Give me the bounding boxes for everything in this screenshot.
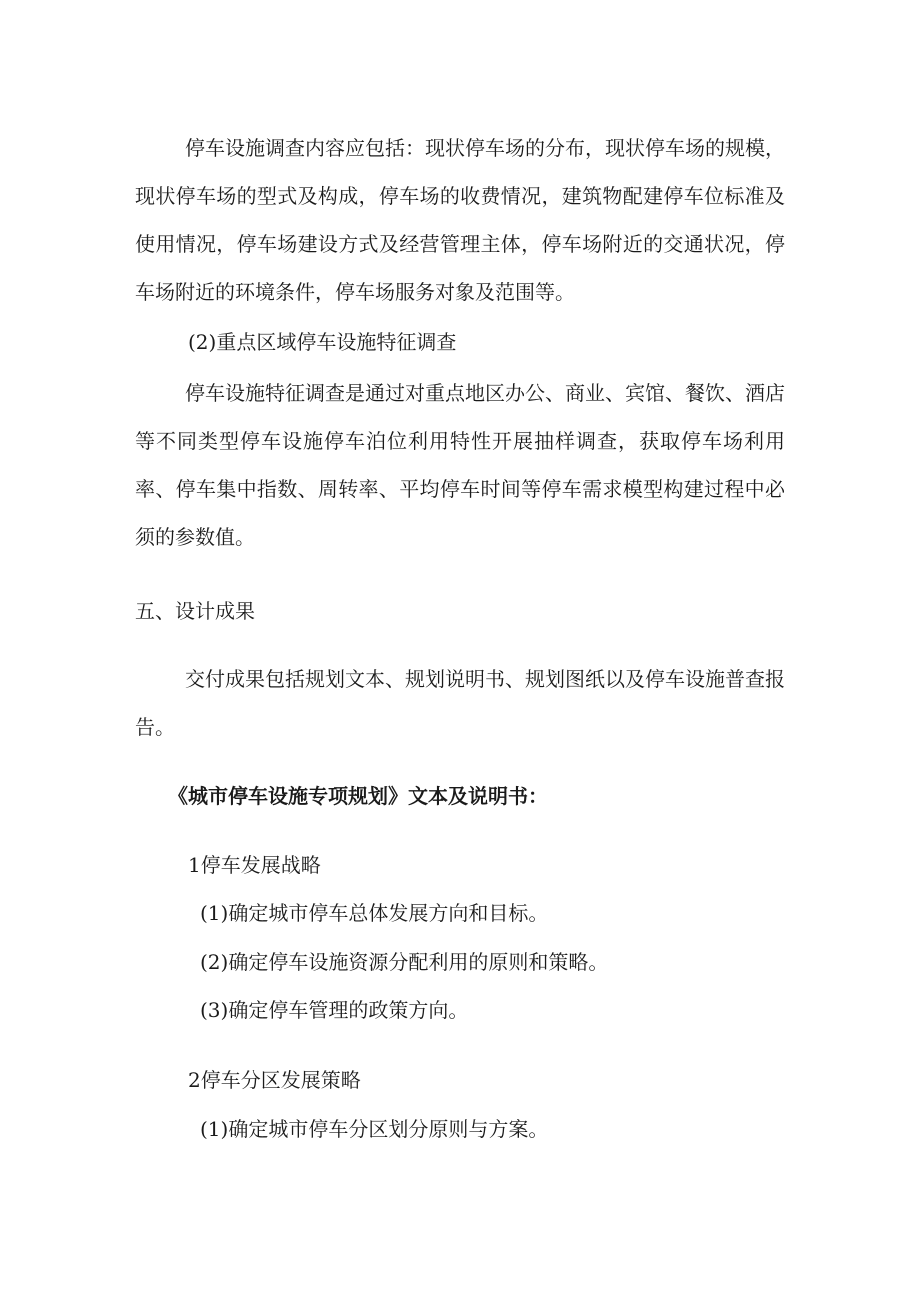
survey-content-paragraph: 停车设施调查内容应包括：现状停车场的分布，现状停车场的规模，现状停车场的型式及构成，停车场的收费情况，建筑物配建停车位标准及使用情况，停车场建设方式及经营管理主体，停车场附近的交通状况，停车场附近的环境条件，停车场服务对象及范围等。	[135, 136, 785, 304]
list-item: (1)确定城市停车分区划分原则与方案。	[200, 1117, 549, 1141]
list-item: (2)确定停车设施资源分配利用的原则和策略。	[200, 950, 609, 974]
subheading-key-area-survey: (2)重点区域停车设施特征调查	[188, 330, 457, 354]
deliverables-paragraph: 交付成果包括规划文本、规划说明书、规划图纸以及停车设施普查报告。	[135, 667, 785, 739]
list-item: (3)确定停车管理的政策方向。	[200, 998, 469, 1022]
section-heading-design-results: 五、设计成果	[135, 599, 255, 623]
list-heading-zoning: 2停车分区发展策略	[188, 1068, 361, 1092]
list-item: (1)确定城市停车总体发展方向和目标。	[200, 901, 549, 925]
list-heading-strategy: 1停车发展战略	[188, 853, 321, 877]
document-title: 《城市停车设施专项规划》文本及说明书：	[168, 784, 548, 808]
feature-survey-paragraph: 停车设施特征调查是通过对重点地区办公、商业、宾馆、餐饮、酒店等不同类型停车设施停车泊位利用特性开展抽样调查，获取停车场利用率、停车集中指数、周转率、平均停车时间等停车需求模型构建过程中必须的参数值。	[135, 381, 785, 549]
